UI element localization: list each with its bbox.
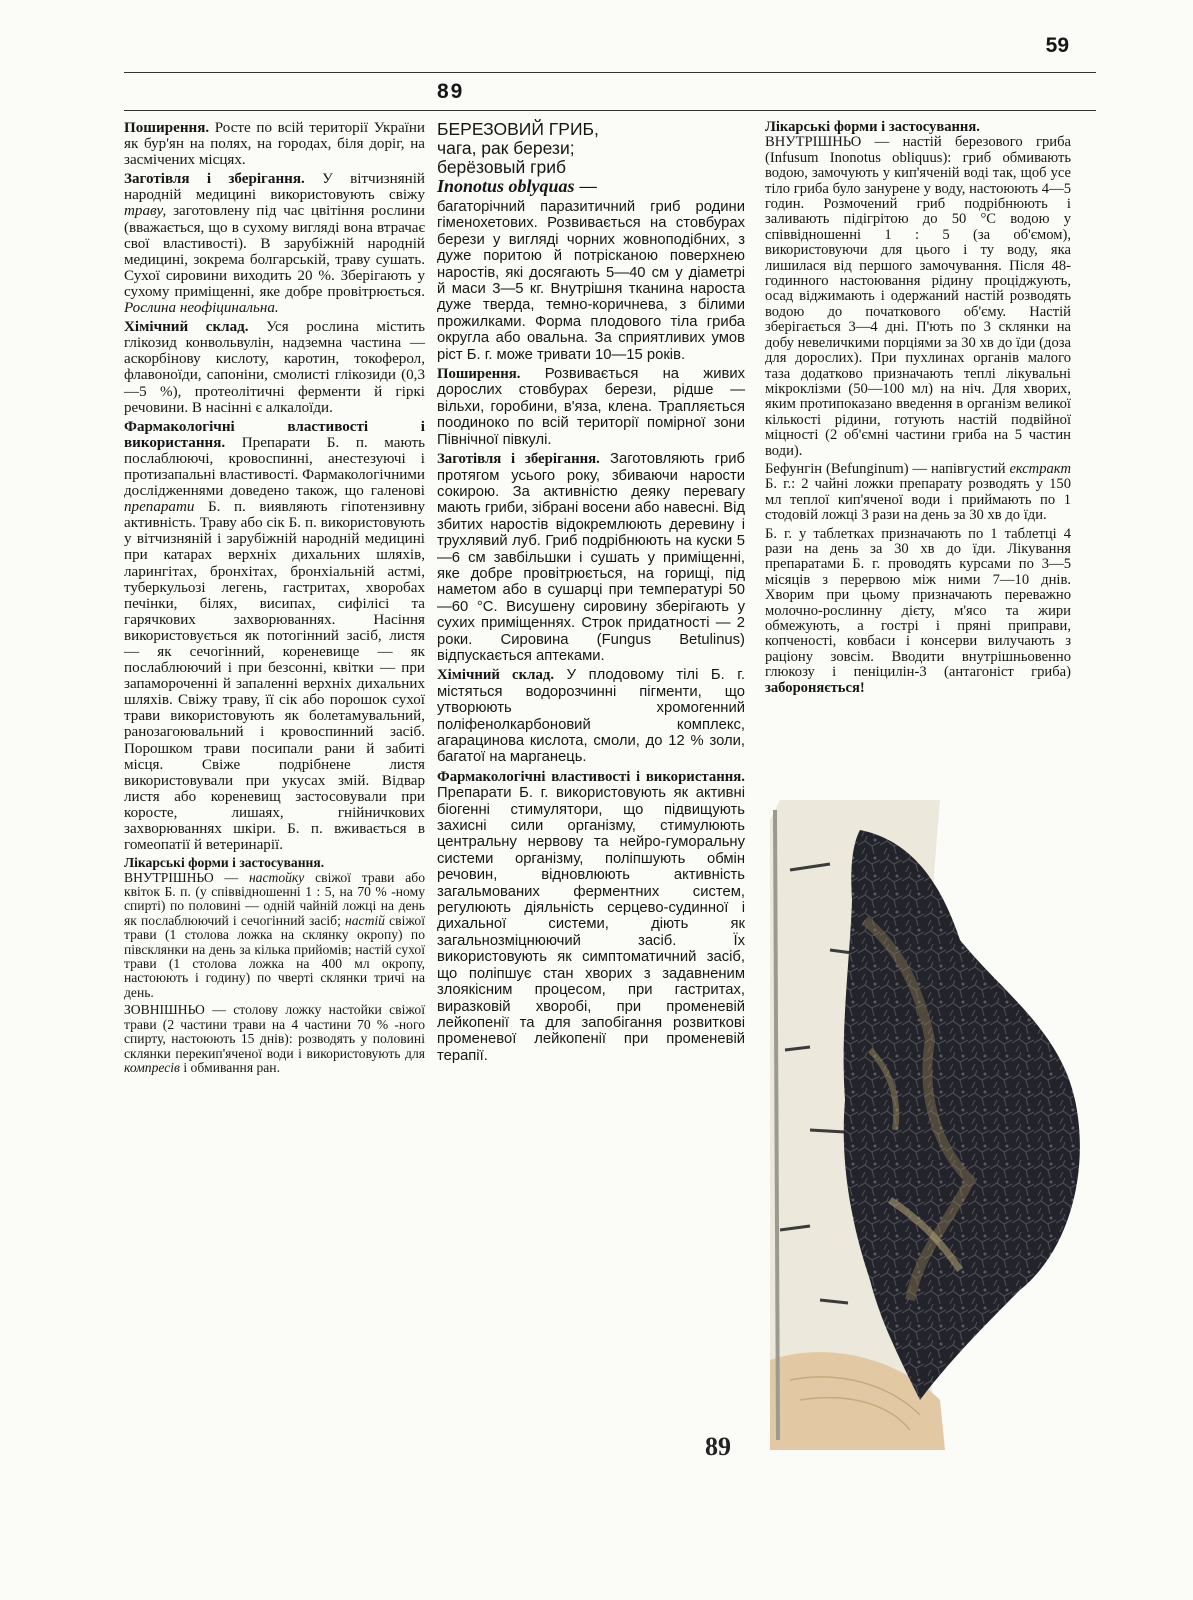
paragraph-harvest: Заготівля і зберігання. У вітчизняній народній медицині використовують свіжу траву, заготовлену під час цвітіння рослини (вважається, що в сухому вигляді вона втрачає свої властивості). В зарубіжній народній медицині, зокрема болгарській, траву сушать. Сухої сировини виходить 20 %. Зберігають у сухому приміщенні, яке добре провітрюється. Рослина неофіцинальна. [124, 171, 425, 317]
column-right [765, 120, 1071, 696]
entry-title: БЕРЕЗОВИЙ ГРИБ, чага, рак берези; берёзовый гриб Inonotus oblyquas — [437, 119, 599, 196]
paragraph-pharmacology: Фармакологічні властивості і використання. Препарати Б. п. мають послаблюючі, кровоспинні, анестезуючі і протизапальні властивості. Фармакологічними дослідженнями доведено також, що галенові препарати Б. п. виявляють гіпотензивну активність. Траву або сік Б. п. використовують у вітчизняній і зарубіжній народній медицині при катарах верхніх дихальних шляхів, ларингітах, бронхітах, бронхіальній астмі, туберкульозі легень, гастритах, хворобах печінки, білях, висипах, сифілісі та гарячкових захворюваннях. Насіння використовується як потогінний засіб, листя — як сечогінний, кореневище — як послаблюючий і при безсонні, квітки — при запамороченні й запаленні верхніх дихальних шляхів. Свіжу траву, її сік або порошок сухої трави використовують як болетамувальний, ранозагоювальний і кровоспинний засіб. Порошком трави посипали рани й забиті місця. Свіже подрібнене листя використовували при укусах змій. Відвар листя або кореневищ застосовували при коросте, лишаях, гнійничкових захворюваннях шкіри. Б. п. вживається в гомеопатії й ветеринарії. [124, 418, 425, 854]
paragraph-chemistry: Хімічний склад. У плодовому тілі Б. г. містяться водорозчинні пігменти, що утворюють хромогенний поліфенолкарбоновий комплекс, агарацинова кислота, смоли, до 12 % золи, багатої на марганець. [437, 667, 745, 766]
paragraph-description: багаторічний паразитичний гриб родини гіменохетових. Розвивається на стовбурах берези у вигляді чорних жовноподібних, з дуже поритою й потрісканою поверхнею наростів, які досягають 5—40 см у діаметрі й маси 3—5 кг. Внутрішня тканина нароста дуже тверда, темно-коричнева, з білими прожилками. Форма плодового тіла гриба округла або овальна. За сприятливих умов ріст Б. г. може тривати 10—15 років. [437, 199, 745, 363]
paragraph-befungin: Бефунгін (Befunginum) — напівгустий екстракт Б. г.: 2 чайні ложки препарату розводять у 150 мл теплої кип'яченої води і приймають по 1 стодовій ложці 3 рази на день за 30 хв до їди. [765, 460, 1071, 524]
page-number: 59 [1045, 34, 1069, 57]
top-rule [124, 72, 1096, 73]
paragraph-dosage-forms: Лікарські форми і застосування. ВНУТРІШНЬО — настій березового гриба (Infusum Inonotus obliquus): гриб обмивають водою, замочують у кип'яченій воді так, щоб усе тіло гриба було занурене у воду, настоюють 4—5 годин. Розмочений гриб подрібнюють і заливають підігрітою до 50 °С водою у співвідношенні 1 : 5 (за об'ємом), використовуючи для цього і ту воду, яка лишилася від першого замочування. Після 48-годинного настоювання рідину проціджують, осад віджимають і одержаний настій розводять водою до початкового об'єму. Настій зберігається 3—4 дні. П'ють по 3 склянки на добу невеличкими порціями за 30 хв до їди (доза для дорослих). При пухлинах органів малого таза додатково призначають теплі лікувальні мікроклізми (50—100 мл) на ніч. Для хворих, яким протипоказано введення в організм великої кількості рідини, готують настій подвійної міцності (2 об'ємні частини гриба на 5 частин води). [765, 119, 1071, 459]
header-rule [124, 110, 1096, 111]
paragraph-pharmacology: Фармакологічні властивості і використання. Препарати Б. г. використовують як активні біогенні стимулятори, що підвищують захисні сили організму, стимулюють центральну нервову та нейро-гуморальну системи організму, поліпшують обмін речовин, відновлюють активність загальмованих ферментних систем, регулюють діяльність серцево-судинної і дихальної системи, діють як загальнозміцнюючий засіб. Їх використовують як симптоматичний засіб, що поліпшує стан хворих з задавненим злоякісним процесом, при гастритах, виразковій хворобі, при променевій лейкопенії та для запобігання розвиткові променевої лейкопенії при променевій терапії. [437, 768, 745, 1064]
paragraph-dosage-forms: Лікарські форми і застосування. ВНУТРІШНЬО — настойку свіжої трави або квіток Б. п. (у співвідношенні 1 : 5, на 70 % -ному спирті) по половині — одній чайній ложці на день як послаблюючий і сечогінний засіб; настій свіжої трави (1 столова ложка на склянку окропу) по півсклянки на день за кілька прийомів; настій сухої трави (1 столова ложка на 400 мл окропу, настоюють і годину) по чверті склянки тричі на день. [124, 855, 425, 1000]
paragraph-chemistry: Хімічний склад. Уся рослина містить глікозид конвольвулін, надземна частина — аскорбінову кислоту, каротин, токоферол, флавоноїди, сапоніни, смолисті глікозиди (0,3—5 %), протеолітичні ферменти й гіркі речовини. В насінні є алкалоїди. [124, 319, 425, 416]
column-left [124, 120, 425, 1075]
paragraph-harvest: Заготівля і зберігання. Заготовляють гриб протягом усього року, збиваючи нарости сокирою. За активністю деяку перевагу мають гриби, зібрані восени або навесні. Від збитих наростів відокремлюють деревину і трухлявий луб. Гриб подрібнюють на куски 5—6 см завбільшки і сушать у приміщенні, яке добре провітрюється, на горищі, під наметом або в сушарці при температурі 50—60 °С. Висушену сировину зберігають у сухих приміщеннях. Строк придатності — 2 роки. Сировина (Fungus Betulinus) відпускається аптеками. [437, 451, 745, 664]
latin-name: Inonotus oblyquas [437, 176, 575, 196]
paragraph-external-use: ЗОВНІШНЬО — столову ложку настойки свіжої трави (2 частини трави на 4 частини 70 % -ного спирту, настоюють 15 днів): розводять у половині склянки перекип'яченої води і використовують для компресів і обмивання ран. [124, 1002, 425, 1075]
paragraph-distribution: Поширення. Розвивається на живих дорослих стовбурах берези, рідше — вільхи, горобини, в'яза, клена. Трапляється поодиноко по всій території помірної зони Північної півкулі. [437, 366, 745, 448]
column-middle [437, 120, 745, 1064]
entry-number: 89 [437, 80, 465, 103]
paragraph-distribution: Поширення. Росте по всій території України як бур'ян на полях, на городах, біля доріг, на засмічених місцях. [124, 120, 425, 169]
birch-fungus-illustration [770, 800, 1090, 1450]
paragraph-tablets: Б. г. у таблетках призначають по 1 таблетці 4 рази на день за 30 хв до їди. Лікування препаратами Б. г. проводять курсами по 3—5 місяців з перервою між ними 7—10 днів. Хворим при цьому призначають переважно молочно-рослинну дієту, м'ясо та жири обмежують, а гострі і пряні приправи, копченості, ковбаси і консерви вилучають з раціону зовсім. Вводити внутрішньовенно глюкозу і пеніцилін-3 (антагоніст гриба) забороняється! [765, 525, 1071, 696]
footer-number: 89 [705, 1432, 731, 1461]
